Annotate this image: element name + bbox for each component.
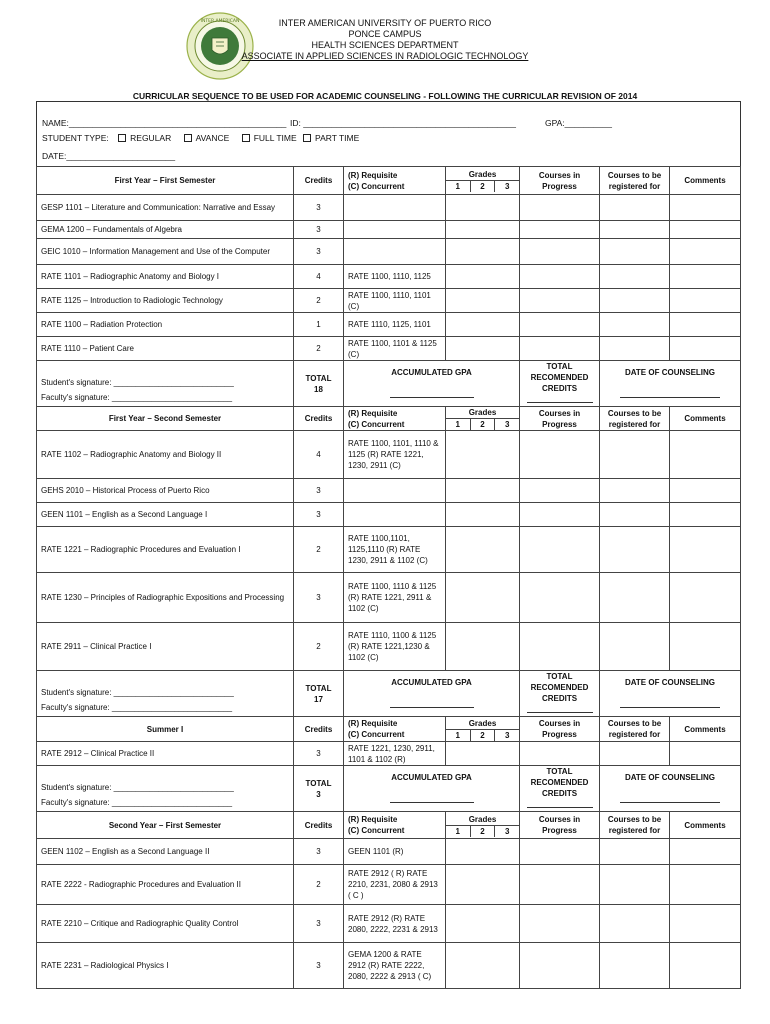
course-name: RATE 1101 – Radiographic Anatomy and Biology I	[37, 265, 294, 289]
comments-cell[interactable]	[670, 905, 741, 943]
courses-to-register-cell[interactable]	[600, 313, 670, 337]
grades-header	[446, 717, 520, 742]
cip-line2: Progress	[542, 730, 577, 739]
accumulated-gpa-blank[interactable]	[390, 389, 474, 398]
total-recommended-label: TOTAL RECOMENDED	[530, 672, 589, 692]
requisite-label: (R) Requisite	[348, 170, 398, 180]
course-row	[37, 865, 741, 905]
student-type-row	[42, 133, 359, 143]
course-name: RATE 1221 – Radiographic Procedures and Evaluation I	[37, 527, 294, 573]
semester-title: Second Year – First Semester	[37, 812, 294, 839]
comments-cell[interactable]	[670, 431, 741, 479]
requisite-label: (R) Requisite	[348, 408, 398, 418]
svg-text:INTER AMERICAN: INTER AMERICAN	[200, 19, 240, 24]
courses-to-register-cell[interactable]	[600, 573, 670, 623]
grades-cell[interactable]	[446, 479, 520, 503]
date-of-counseling-label: DATE OF COUNSELING	[624, 677, 716, 687]
course-requisite: RATE 1100, 1101, 1110 & 1125 (R) RATE 1221, 1230, 2911 (C)	[344, 431, 446, 479]
course-row	[37, 479, 741, 503]
campus-name: PONCE CAMPUS	[348, 29, 422, 39]
course-credits: 2	[294, 289, 344, 313]
course-name: GEIC 1010 – Information Management and Use of the Computer	[37, 239, 294, 265]
student-signature-line[interactable]: Student's signature: ___________________________	[41, 687, 234, 697]
accumulated-gpa-cell	[344, 671, 520, 717]
courses-to-register-cell[interactable]	[600, 943, 670, 989]
regular-checkbox[interactable]	[118, 134, 126, 142]
grades-cell[interactable]	[446, 742, 520, 766]
requisite-label: (R) Requisite	[348, 719, 398, 728]
course-credits: 4	[294, 265, 344, 289]
grades-cell[interactable]	[446, 623, 520, 671]
course-row	[37, 527, 741, 573]
credits-label: CREDITS	[541, 694, 578, 703]
total-credits-cell	[294, 671, 344, 717]
university-name: INTER AMERICAN UNIVERSITY OF PUERTO RICO	[278, 18, 492, 28]
courses-to-register-cell[interactable]	[600, 289, 670, 313]
courses-to-register-cell[interactable]	[600, 865, 670, 905]
faculty-signature-line[interactable]: Faculty's signature: ___________________________	[41, 702, 233, 712]
grades-label: Grades	[446, 718, 519, 730]
semester-title: First Year – First Semester	[37, 167, 294, 195]
requisite-label: (R) Requisite	[348, 815, 398, 824]
courses-in-progress-cell[interactable]	[520, 265, 600, 289]
ctr-line2: registered for	[608, 419, 661, 429]
courses-in-progress-cell[interactable]	[520, 431, 600, 479]
credits-label: CREDITS	[541, 384, 578, 393]
course-credits: 3	[294, 195, 344, 221]
course-name: RATE 2222 - Radiographic Procedures and Evaluation II	[37, 865, 294, 905]
semester-summary-row	[37, 671, 741, 717]
course-credits: 1	[294, 313, 344, 337]
grade-3-label: 3	[505, 182, 510, 191]
total-credits-cell	[294, 766, 344, 812]
department-name: HEALTH SCIENCES DEPARTMENT	[311, 40, 459, 50]
concurrent-label: (C) Concurrent	[348, 181, 405, 191]
part-time-checkbox[interactable]	[303, 134, 311, 142]
requisite-header	[344, 167, 446, 195]
accumulated-gpa-cell	[344, 361, 520, 407]
grade-1-label: 1	[455, 730, 460, 740]
courses-to-register-cell[interactable]	[600, 503, 670, 527]
faculty-signature-line[interactable]: Faculty's signature: ___________________________	[41, 797, 233, 807]
accumulated-gpa-blank[interactable]	[390, 794, 474, 803]
courses-in-progress-cell[interactable]	[520, 479, 600, 503]
course-row	[37, 943, 741, 989]
total-label: TOTAL	[305, 778, 332, 788]
grade-1-label: 1	[455, 420, 460, 429]
grades-cell[interactable]	[446, 195, 520, 221]
signatures-cell	[37, 766, 294, 812]
course-row	[37, 431, 741, 479]
faculty-signature-line[interactable]: Faculty's signature: ___________________________	[41, 392, 233, 402]
grades-cell[interactable]	[446, 839, 520, 865]
total-recommended-credits-cell	[520, 361, 600, 407]
course-row	[37, 195, 741, 221]
course-credits: 2	[294, 337, 344, 361]
grades-header	[446, 407, 520, 431]
grades-cell[interactable]	[446, 503, 520, 527]
comments-cell[interactable]	[670, 265, 741, 289]
grade-2-label: 2	[470, 419, 495, 431]
courses-to-register-cell[interactable]	[600, 479, 670, 503]
course-name: GEHS 2010 – Historical Process of Puerto Rico	[37, 479, 294, 503]
cip-line2: Progress	[542, 826, 577, 835]
cip-line1: Courses in	[538, 170, 581, 180]
course-requisite	[344, 503, 446, 527]
course-name: GEEN 1102 – English as a Second Language II	[37, 839, 294, 865]
course-requisite: RATE 1221, 1230, 2911, 1101 & 1102 (R)	[344, 742, 446, 766]
semester-header-row	[37, 407, 741, 431]
course-requisite: GEEN 1101 (R)	[344, 839, 446, 865]
course-row	[37, 905, 741, 943]
accumulated-gpa-label: ACCUMULATED GPA	[391, 367, 472, 377]
date-of-counseling-blank[interactable]	[620, 699, 720, 708]
semester-title: First Year – Second Semester	[37, 407, 294, 431]
total-label: TOTAL	[305, 683, 332, 693]
id-field[interactable]: ID: _____________________________________________	[290, 118, 516, 128]
grades-cell[interactable]	[446, 289, 520, 313]
course-credits: 3	[294, 573, 344, 623]
curriculum-table	[36, 166, 741, 989]
cip-line1: Courses in	[538, 815, 581, 824]
concurrent-label: (C) Concurrent	[348, 826, 405, 835]
ctr-line2: registered for	[608, 181, 661, 191]
course-name: GESP 1101 – Literature and Communication: Narrative and Essay	[37, 195, 294, 221]
cip-line2: Progress	[542, 419, 577, 429]
courses-to-register-cell[interactable]	[600, 431, 670, 479]
comments-cell[interactable]	[670, 195, 741, 221]
semester-header-row	[37, 717, 741, 742]
course-name: RATE 1102 – Radiographic Anatomy and Biology II	[37, 431, 294, 479]
total-credits-value: 18	[314, 384, 323, 394]
course-name: RATE 2912 – Clinical Practice II	[37, 742, 294, 766]
course-requisite	[344, 239, 446, 265]
courses-to-register-cell[interactable]	[600, 265, 670, 289]
course-name: RATE 1110 – Patient Care	[37, 337, 294, 361]
grades-header	[446, 167, 520, 195]
courses-to-register-cell[interactable]	[600, 623, 670, 671]
course-row	[37, 573, 741, 623]
grade-3-label: 3	[505, 420, 510, 429]
comments-cell[interactable]	[670, 573, 741, 623]
date-of-counseling-label: DATE OF COUNSELING	[624, 367, 716, 377]
comments-header: Comments	[670, 407, 741, 431]
course-row	[37, 742, 741, 766]
credits-header: Credits	[294, 167, 344, 195]
date-field[interactable]: DATE:_______________________	[42, 151, 176, 161]
course-requisite: RATE 2912 (R) RATE 2080, 2222, 2231 & 2913	[344, 905, 446, 943]
student-signature-line[interactable]: Student's signature: ___________________________	[41, 377, 234, 387]
courses-to-register-cell[interactable]	[600, 337, 670, 361]
student-type-label: STUDENT TYPE:	[42, 133, 109, 143]
requisite-header	[344, 407, 446, 431]
recommended-credits-blank[interactable]	[527, 704, 593, 713]
recommended-credits-blank[interactable]	[527, 799, 593, 808]
courses-in-progress-cell[interactable]	[520, 239, 600, 265]
course-requisite: RATE 1100,1101, 1125,1110 (R) RATE 1230, 2911 & 1102 (C)	[344, 527, 446, 573]
grades-cell[interactable]	[446, 313, 520, 337]
course-row	[37, 623, 741, 671]
courses-in-progress-cell[interactable]	[520, 573, 600, 623]
cip-line1: Courses in	[538, 408, 581, 418]
grades-label: Grades	[446, 814, 519, 826]
course-row	[37, 337, 741, 361]
course-credits: 3	[294, 479, 344, 503]
grades-label: Grades	[446, 407, 519, 419]
grades-cell[interactable]	[446, 943, 520, 989]
courses-to-register-header	[600, 167, 670, 195]
course-row	[37, 239, 741, 265]
grades-cell[interactable]	[446, 573, 520, 623]
total-recommended-credits-cell	[520, 766, 600, 812]
grades-label: Grades	[446, 169, 519, 181]
comments-cell[interactable]	[670, 503, 741, 527]
document-title: CURRICULAR SEQUENCE TO BE USED FOR ACADEMIC COUNSELING - FOLLOWING THE CURRICULAR REVISION OF 2014	[132, 91, 638, 101]
comments-cell[interactable]	[670, 623, 741, 671]
signatures-cell	[37, 671, 294, 717]
course-name: GEEN 1101 – English as a Second Language I	[37, 503, 294, 527]
course-credits: 3	[294, 742, 344, 766]
courses-to-register-header	[600, 407, 670, 431]
courses-in-progress-header	[520, 717, 600, 742]
courses-in-progress-header	[520, 167, 600, 195]
course-requisite: RATE 1100, 1110, 1101 (C)	[344, 289, 446, 313]
accumulated-gpa-label: ACCUMULATED GPA	[391, 677, 472, 687]
course-credits: 2	[294, 865, 344, 905]
course-row	[37, 503, 741, 527]
semester-summary-row	[37, 361, 741, 407]
comments-cell[interactable]	[670, 839, 741, 865]
comments-cell[interactable]	[670, 289, 741, 313]
course-name: RATE 2210 – Critique and Radiographic Quality Control	[37, 905, 294, 943]
name-field[interactable]: NAME:______________________________________________	[42, 118, 287, 128]
course-row	[37, 313, 741, 337]
date-of-counseling-label: DATE OF COUNSELING	[624, 772, 716, 782]
total-credits-value: 17	[314, 694, 323, 704]
date-of-counseling-cell	[600, 671, 741, 717]
credits-header: Credits	[294, 717, 344, 742]
course-credits: 3	[294, 503, 344, 527]
concurrent-label: (C) Concurrent	[348, 419, 405, 429]
ctr-line1: Courses to be	[607, 719, 662, 728]
comments-cell[interactable]	[670, 221, 741, 239]
courses-in-progress-cell[interactable]	[520, 503, 600, 527]
credits-header: Credits	[294, 812, 344, 839]
part-time-label: PART TIME	[315, 133, 360, 143]
grades-cell[interactable]	[446, 239, 520, 265]
total-recommended-label: TOTAL RECOMENDED	[530, 362, 589, 382]
course-requisite	[344, 221, 446, 239]
courses-in-progress-cell[interactable]	[520, 943, 600, 989]
course-requisite: RATE 2912 ( R) RATE 2210, 2231, 2080 & 2913 ( C )	[344, 865, 446, 905]
comments-header: Comments	[670, 167, 741, 195]
courses-to-register-cell[interactable]	[600, 742, 670, 766]
accumulated-gpa-label: ACCUMULATED GPA	[391, 772, 472, 782]
full-time-checkbox[interactable]	[242, 134, 250, 142]
ctr-line2: registered for	[608, 826, 661, 835]
courses-in-progress-cell[interactable]	[520, 313, 600, 337]
course-credits: 3	[294, 905, 344, 943]
grades-cell[interactable]	[446, 865, 520, 905]
comments-cell[interactable]	[670, 742, 741, 766]
comments-cell[interactable]	[670, 479, 741, 503]
course-name: RATE 1230 – Principles of Radiographic Expositions and Processing	[37, 573, 294, 623]
courses-in-progress-cell[interactable]	[520, 865, 600, 905]
program-name: ASSOCIATE IN APPLIED SCIENCES IN RADIOLOGIC TECHNOLOGY	[241, 51, 529, 61]
courses-in-progress-cell[interactable]	[520, 221, 600, 239]
course-credits: 4	[294, 431, 344, 479]
course-requisite: RATE 1100, 1110 & 1125 (R) RATE 1221, 2911 & 1102 (C)	[344, 573, 446, 623]
total-recommended-credits-cell	[520, 671, 600, 717]
course-credits: 3	[294, 221, 344, 239]
cip-line1: Courses in	[538, 719, 581, 728]
grades-cell[interactable]	[446, 265, 520, 289]
course-requisite	[344, 479, 446, 503]
semester-header-row	[37, 812, 741, 839]
courses-in-progress-cell[interactable]	[520, 527, 600, 573]
grade-2-label: 2	[470, 181, 495, 193]
course-name: RATE 2911 – Clinical Practice I	[37, 623, 294, 671]
course-requisite	[344, 195, 446, 221]
comments-cell[interactable]	[670, 943, 741, 989]
requisite-header	[344, 717, 446, 742]
courses-to-register-cell[interactable]	[600, 195, 670, 221]
course-name: RATE 1125 – Introduction to Radiologic Technology	[37, 289, 294, 313]
course-requisite: RATE 1110, 1100 & 1125 (R) RATE 1221,1230 & 1102 (C)	[344, 623, 446, 671]
courses-to-register-cell[interactable]	[600, 527, 670, 573]
courses-in-progress-cell[interactable]	[520, 623, 600, 671]
full-time-label: FULL TIME	[253, 133, 297, 143]
accumulated-gpa-blank[interactable]	[390, 699, 474, 708]
grade-2-label: 2	[470, 729, 495, 741]
courses-in-progress-header	[520, 407, 600, 431]
course-requisite: RATE 1100, 1110, 1125	[344, 265, 446, 289]
courses-in-progress-cell[interactable]	[520, 742, 600, 766]
avance-label: AVANCE	[195, 133, 230, 143]
comments-cell[interactable]	[670, 313, 741, 337]
course-credits: 2	[294, 623, 344, 671]
date-of-counseling-cell	[600, 361, 741, 407]
course-credits: 2	[294, 527, 344, 573]
course-requisite: GEMA 1200 & RATE 2912 (R) RATE 2222, 2080, 2222 & 2913 ( C)	[344, 943, 446, 989]
courses-in-progress-cell[interactable]	[520, 905, 600, 943]
institution-header	[200, 18, 570, 62]
cip-line2: Progress	[542, 181, 577, 191]
courses-to-register-cell[interactable]	[600, 905, 670, 943]
course-row	[37, 221, 741, 239]
ctr-line2: registered for	[608, 730, 661, 739]
total-credits-value: 3	[316, 789, 321, 799]
courses-in-progress-header	[520, 812, 600, 839]
course-requisite: RATE 1100, 1101 & 1125 (C)	[344, 337, 446, 361]
course-row	[37, 289, 741, 313]
total-label: TOTAL	[305, 373, 332, 383]
date-of-counseling-blank[interactable]	[620, 794, 720, 803]
courses-to-register-header	[600, 812, 670, 839]
courses-to-register-cell[interactable]	[600, 839, 670, 865]
grade-1-label: 1	[455, 826, 460, 836]
grades-cell[interactable]	[446, 905, 520, 943]
ctr-line1: Courses to be	[607, 815, 662, 824]
courses-in-progress-cell[interactable]	[520, 337, 600, 361]
student-signature-line[interactable]: Student's signature: ___________________________	[41, 782, 234, 792]
recommended-credits-blank[interactable]	[527, 394, 593, 403]
course-credits: 3	[294, 943, 344, 989]
date-of-counseling-blank[interactable]	[620, 389, 720, 398]
grade-2-label: 2	[470, 825, 495, 837]
ctr-line1: Courses to be	[607, 170, 662, 180]
date-of-counseling-cell	[600, 766, 741, 812]
grades-cell[interactable]	[446, 431, 520, 479]
comments-cell[interactable]	[670, 527, 741, 573]
course-row	[37, 839, 741, 865]
course-name: RATE 1100 – Radiation Protection	[37, 313, 294, 337]
gpa-field[interactable]: GPA:__________	[545, 118, 612, 128]
course-credits: 3	[294, 239, 344, 265]
course-requisite: RATE 1110, 1125, 1101	[344, 313, 446, 337]
course-row	[37, 265, 741, 289]
courses-in-progress-cell[interactable]	[520, 289, 600, 313]
grade-3-label: 3	[505, 730, 510, 740]
semester-summary-row	[37, 766, 741, 812]
semester-title: Summer I	[37, 717, 294, 742]
grade-3-label: 3	[505, 826, 510, 836]
ctr-line1: Courses to be	[607, 408, 662, 418]
accumulated-gpa-cell	[344, 766, 520, 812]
requisite-header	[344, 812, 446, 839]
credits-label: CREDITS	[541, 789, 578, 798]
course-credits: 3	[294, 839, 344, 865]
semester-header-row	[37, 167, 741, 195]
signatures-cell	[37, 361, 294, 407]
courses-in-progress-cell[interactable]	[520, 839, 600, 865]
courses-to-register-header	[600, 717, 670, 742]
courses-in-progress-cell[interactable]	[520, 195, 600, 221]
comments-cell[interactable]	[670, 865, 741, 905]
grades-header	[446, 812, 520, 839]
courses-to-register-cell[interactable]	[600, 239, 670, 265]
comments-cell[interactable]	[670, 239, 741, 265]
total-recommended-label: TOTAL RECOMENDED	[530, 767, 589, 787]
avance-checkbox[interactable]	[184, 134, 192, 142]
concurrent-label: (C) Concurrent	[348, 730, 405, 739]
course-name: GEMA 1200 – Fundamentals of Algebra	[37, 221, 294, 239]
grades-cell[interactable]	[446, 221, 520, 239]
grades-cell[interactable]	[446, 527, 520, 573]
grade-1-label: 1	[455, 182, 460, 191]
regular-label: REGULAR	[130, 133, 172, 143]
credits-header: Credits	[294, 407, 344, 431]
comments-header: Comments	[670, 812, 741, 839]
course-name: RATE 2231 – Radiological Physics I	[37, 943, 294, 989]
total-credits-cell	[294, 361, 344, 407]
comments-cell[interactable]	[670, 337, 741, 361]
courses-to-register-cell[interactable]	[600, 221, 670, 239]
comments-header: Comments	[670, 717, 741, 742]
grades-cell[interactable]	[446, 337, 520, 361]
